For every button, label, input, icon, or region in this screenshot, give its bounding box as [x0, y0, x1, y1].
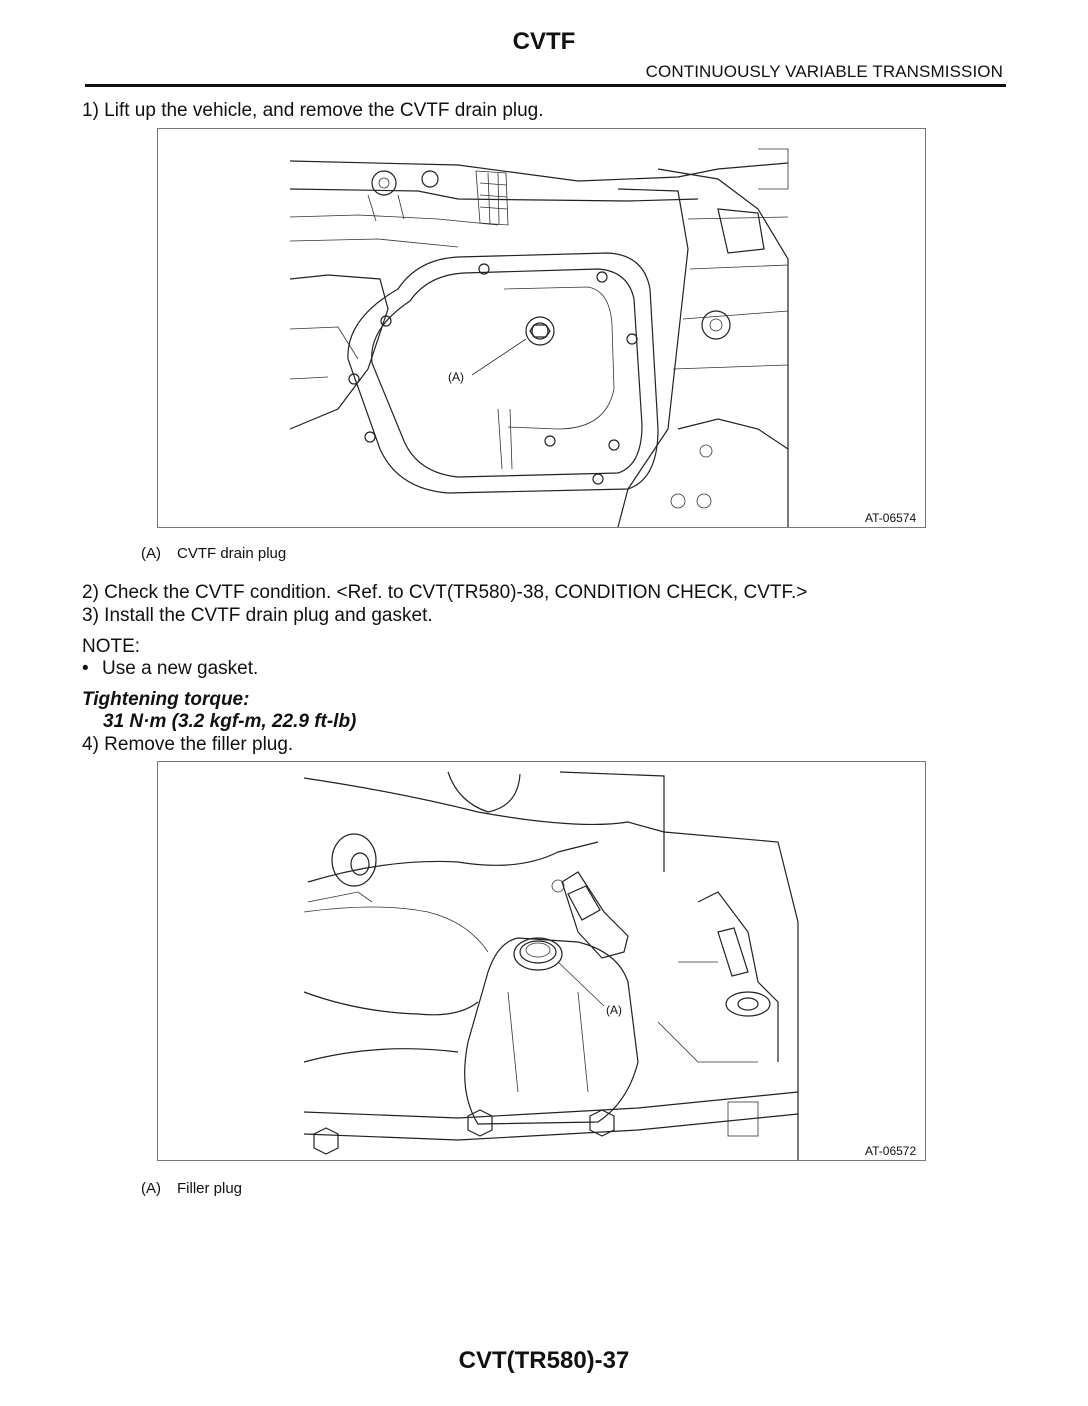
torque-value: 31 N·m (3.2 kgf-m, 22.9 ft-lb) — [103, 711, 357, 732]
torque-heading: Tightening torque: — [82, 689, 250, 710]
chapter-subtitle: CONTINUOUSLY VARIABLE TRANSMISSION — [645, 62, 1003, 81]
caption-text: CVTF drain plug — [177, 545, 287, 562]
callout-a-label: (A) — [448, 370, 464, 384]
figure-1-code: AT-06574 — [865, 511, 917, 525]
step-4-text: 4) Remove the filler plug. — [82, 734, 294, 755]
header-divider — [85, 84, 1006, 87]
bullet-text: Use a new gasket. — [102, 658, 259, 679]
bullet-symbol: • — [82, 658, 89, 679]
figure-drain-plug — [157, 128, 926, 528]
step-1-text: 1) Lift up the vehicle, and remove the CVTF drain plug. — [82, 100, 544, 121]
figure-2-code: AT-06572 — [865, 1144, 917, 1158]
caption-text: Filler plug — [177, 1180, 243, 1197]
page-footer-id: CVT(TR580)-37 — [458, 1347, 630, 1374]
callout-a-label: (A) — [606, 1003, 622, 1017]
section-title: CVTF — [512, 28, 576, 55]
figure-2-caption — [141, 1180, 242, 1197]
filler-plug-illustration — [158, 762, 925, 1160]
figure-filler-plug — [157, 761, 926, 1161]
step-3-text: 3) Install the CVTF drain plug and gasket. — [82, 605, 433, 626]
note-bullet — [82, 658, 258, 680]
figure-1-caption — [141, 545, 286, 562]
step-2-text: 2) Check the CVTF condition. <Ref. to CVT(TR580)-38, CONDITION CHECK, CVTF.> — [82, 582, 808, 603]
drain-plug-illustration — [158, 129, 925, 527]
caption-label: (A) — [141, 545, 161, 562]
note-heading: NOTE: — [82, 636, 141, 657]
caption-label: (A) — [141, 1180, 161, 1197]
